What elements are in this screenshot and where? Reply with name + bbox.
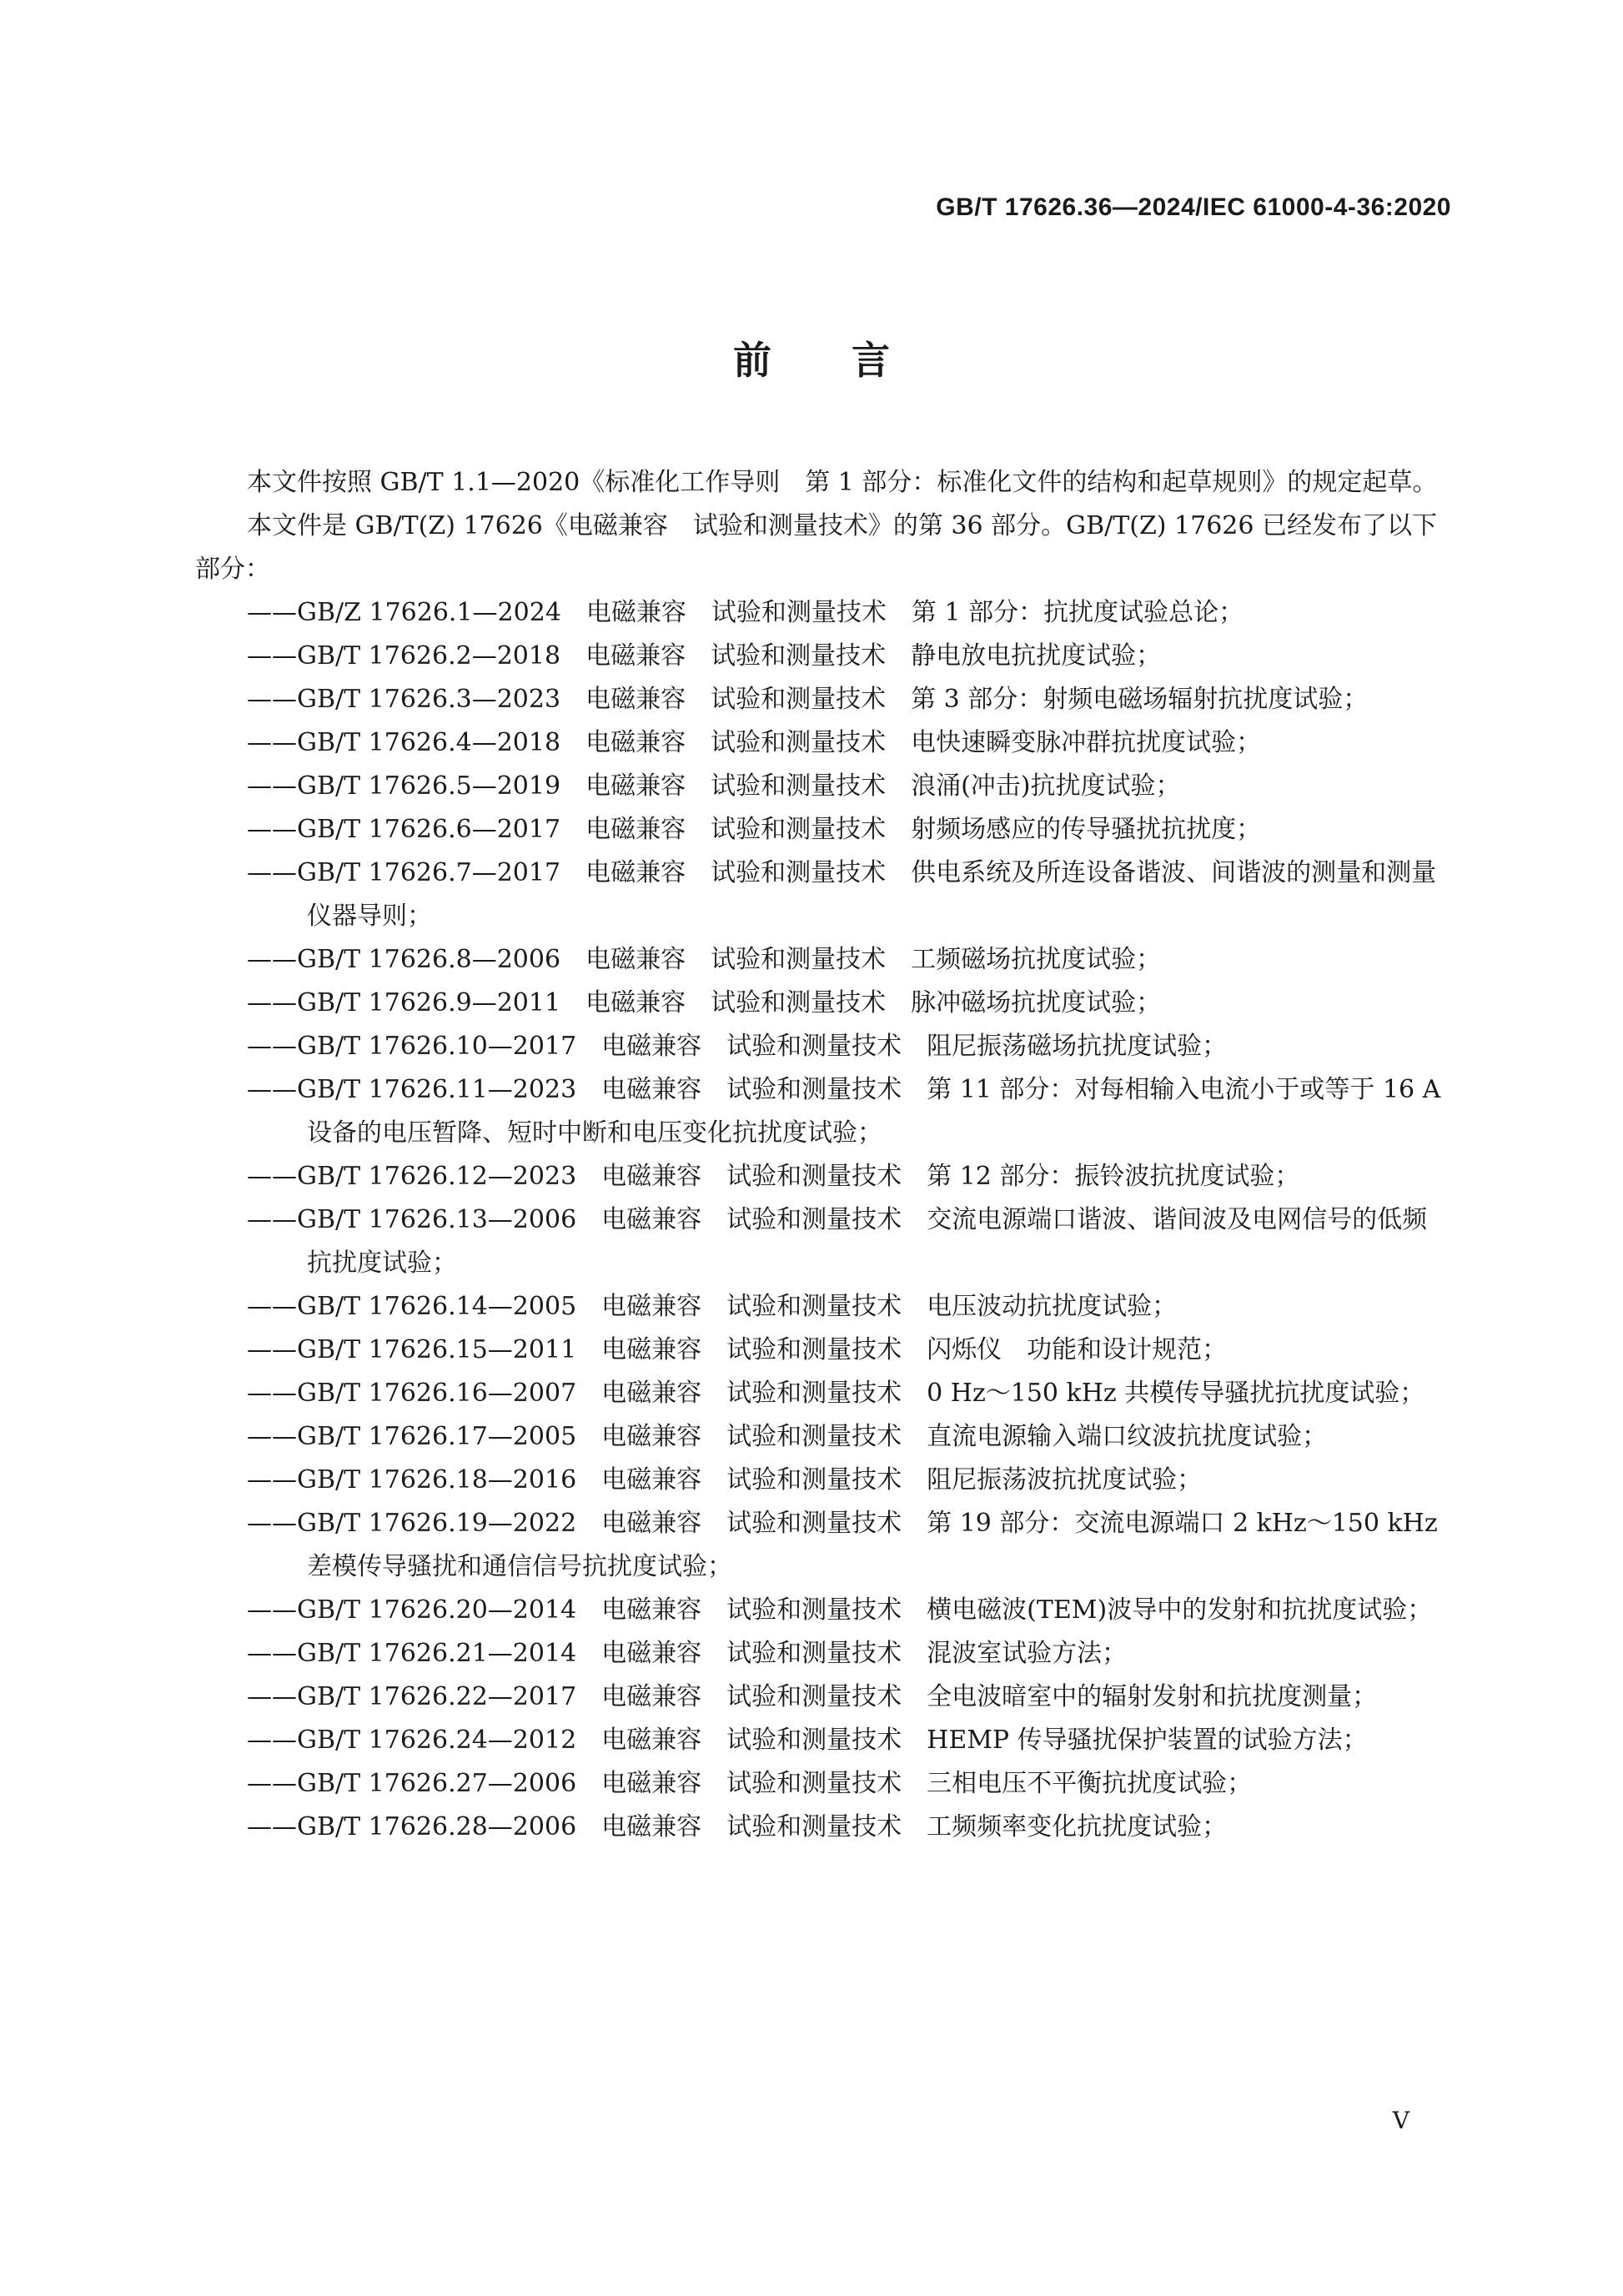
list-item: ——GB/T 17626.28—2006 电磁兼容 试验和测量技术 工频频率变化抗扰度试验；: [247, 1812, 1228, 1841]
list-item: ——GB/T 17626.13—2006 电磁兼容 试验和测量技术 交流电源端口谐波、谐间波及电网信号的低频抗扰度试验；: [247, 1205, 1428, 1278]
page-title: 前言: [733, 338, 970, 383]
paragraph: 本文件按照 GB/T 1.1—2020《标准化工作导则 第 1 部分：标准化文件的结构和起草规则》的规定起草。: [247, 468, 1438, 497]
list-item: ——GB/T 17626.3—2023 电磁兼容 试验和测量技术 第 3 部分：射频电磁场辐射抗扰度试验；: [247, 685, 1369, 714]
list-item: ——GB/T 17626.6—2017 电磁兼容 试验和测量技术 射频场感应的传导骚扰抗扰度；: [247, 815, 1262, 844]
list-item: ——GB/T 17626.11—2023 电磁兼容 试验和测量技术 第 11 部分：对每相输入电流小于或等于 16 A 设备的电压暂降、短时中断和电压变化抗扰度试验；: [247, 1075, 1441, 1148]
list-item: ——GB/T 17626.10—2017 电磁兼容 试验和测量技术 阻尼振荡磁场抗扰度试验；: [247, 1032, 1228, 1061]
list-item: ——GB/T 17626.5—2019 电磁兼容 试验和测量技术 浪涌(冲击)抗扰度试验；: [247, 771, 1181, 801]
list-item: ——GB/T 17626.22—2017 电磁兼容 试验和测量技术 全电波暗室中的辐射发射和抗扰度测量；: [247, 1682, 1378, 1711]
list-item: ——GB/T 17626.14—2005 电磁兼容 试验和测量技术 电压波动抗扰度试验；: [247, 1292, 1178, 1321]
list-item: ——GB/T 17626.16—2007 电磁兼容 试验和测量技术 0 Hz～150 kHz 共模传导骚扰抗扰度试验；: [247, 1379, 1425, 1408]
list-item: ——GB/T 17626.2—2018 电磁兼容 试验和测量技术 静电放电抗扰度试验；: [247, 641, 1162, 671]
list-item: ——GB/T 17626.19—2022 电磁兼容 试验和测量技术 第 19 部分：交流电源端口 2 kHz～150 kHz 差模传导骚扰和通信信号抗扰度试验；: [247, 1509, 1438, 1581]
list-item: ——GB/Z 17626.1—2024 电磁兼容 试验和测量技术 第 1 部分：抗扰度试验总论；: [247, 598, 1244, 627]
list-item: ——GB/T 17626.8—2006 电磁兼容 试验和测量技术 工频磁场抗扰度试验；: [247, 945, 1162, 974]
list-item: ——GB/T 17626.20—2014 电磁兼容 试验和测量技术 横电磁波(TEM)波导中的发射和抗扰度试验；: [247, 1595, 1433, 1625]
paragraph: 本文件是 GB/T(Z) 17626《电磁兼容 试验和测量技术》的第 36 部分。GB/T(Z) 17626 已经发布了以下部分：: [195, 511, 1438, 584]
document-header: GB/T 17626.36—2024/IEC 61000-4-36:2020: [936, 193, 1451, 221]
list-item: ——GB/T 17626.24—2012 电磁兼容 试验和测量技术 HEMP 传导骚扰保护装置的试验方法；: [247, 1726, 1368, 1755]
list-item: ——GB/T 17626.9—2011 电磁兼容 试验和测量技术 脉冲磁场抗扰度试验；: [247, 988, 1162, 1017]
list-item: ——GB/T 17626.12—2023 电磁兼容 试验和测量技术 第 12 部分：振铃波抗扰度试验；: [247, 1162, 1300, 1191]
standards-list: [195, 591, 1451, 1849]
list-item: ——GB/T 17626.7—2017 电磁兼容 试验和测量技术 供电系统及所连设备谐波、间谐波的测量和测量仪器导则；: [247, 858, 1437, 931]
list-item: ——GB/T 17626.15—2011 电磁兼容 试验和测量技术 闪烁仪 功能和设计规范；: [247, 1335, 1228, 1364]
list-item: ——GB/T 17626.18—2016 电磁兼容 试验和测量技术 阻尼振荡波抗扰度试验；: [247, 1465, 1203, 1495]
list-item: ——GB/T 17626.27—2006 电磁兼容 试验和测量技术 三相电压不平衡抗扰度试验；: [247, 1769, 1253, 1798]
page-number: V: [1392, 2107, 1409, 2134]
document-body: [195, 461, 1451, 1849]
list-item: ——GB/T 17626.21—2014 电磁兼容 试验和测量技术 混波室试验方法；: [247, 1639, 1128, 1668]
list-item: ——GB/T 17626.4—2018 电磁兼容 试验和测量技术 电快速瞬变脉冲群抗扰度试验；: [247, 728, 1262, 757]
list-item: ——GB/T 17626.17—2005 电磁兼容 试验和测量技术 直流电源输入端口纹波抗扰度试验；: [247, 1422, 1328, 1451]
